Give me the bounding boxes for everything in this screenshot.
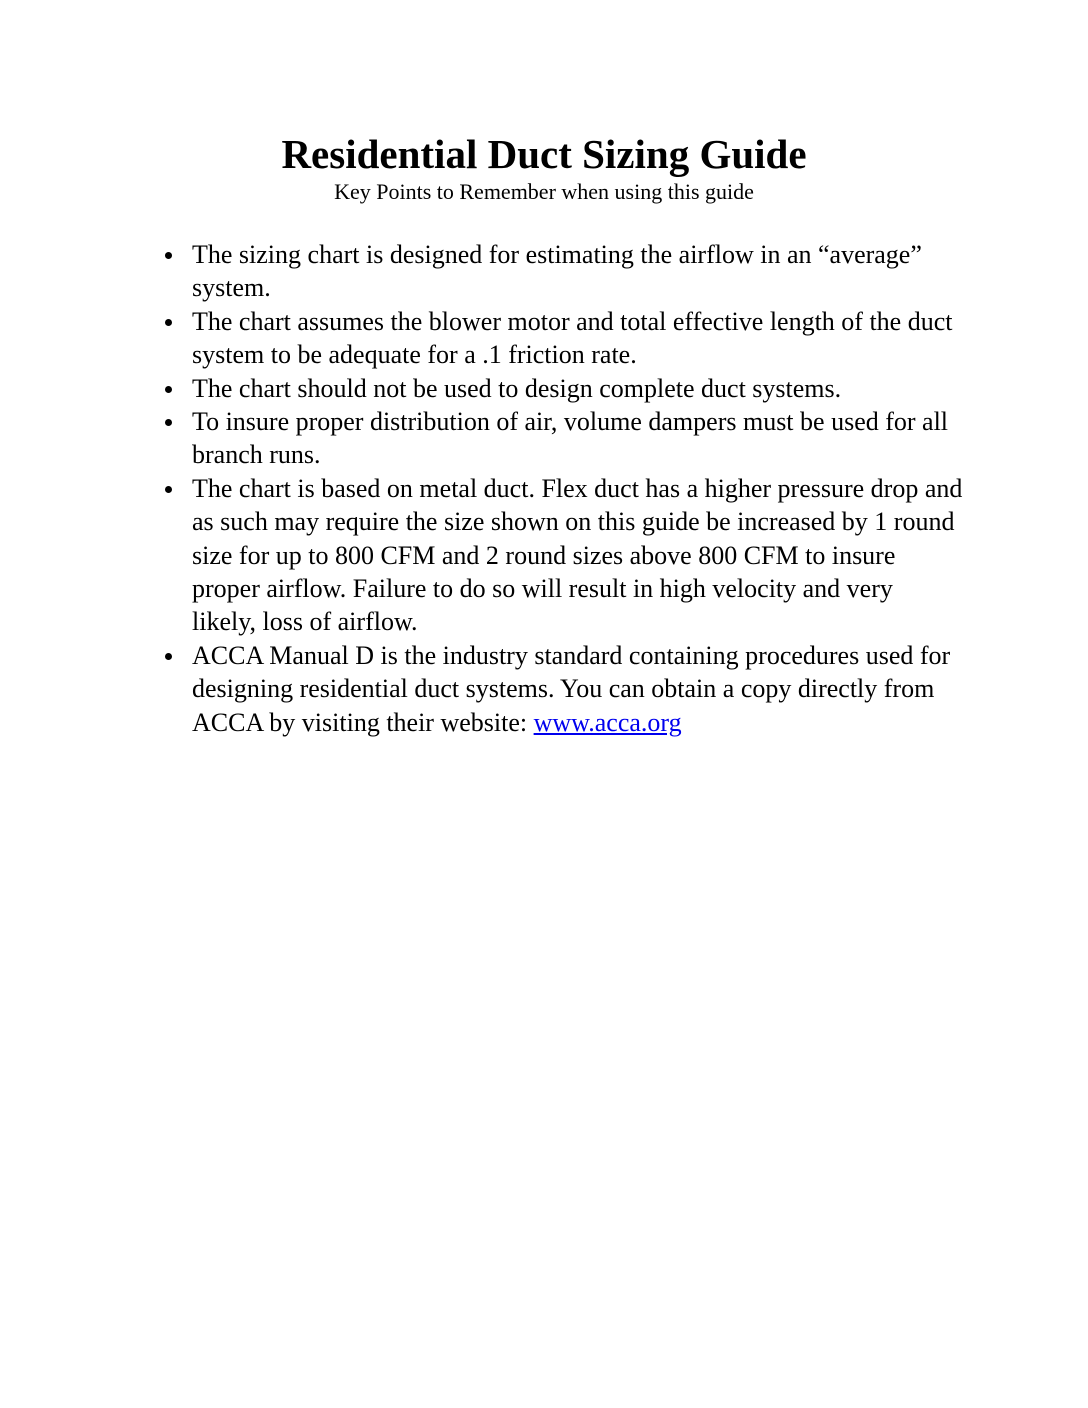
list-item	[163, 472, 963, 639]
key-points-list	[163, 238, 963, 739]
list-item-text: The chart should not be used to design complete duct systems.	[192, 373, 842, 403]
acca-website-link[interactable]: www.acca.org	[533, 707, 682, 737]
page-subtitle: Key Points to Remember when using this guide	[334, 179, 754, 204]
list-item-text: ACCA Manual D is the industry standard containing procedures used for designing residential duct systems. You can obtain a copy directly from ACCA by visiting their website:	[192, 640, 951, 737]
bullet-icon	[165, 319, 172, 326]
list-item	[163, 405, 963, 472]
page-title: Residential Duct Sizing Guide	[281, 131, 807, 177]
list-item-text: The sizing chart is designed for estimating the airflow in an “average” system.	[192, 240, 922, 303]
bullet-icon	[165, 252, 172, 259]
bullet-icon	[165, 386, 172, 393]
list-item-text: The chart is based on metal duct. Flex duct has a higher pressure drop and as such may require the size shown on this guide be increased by 1 round size for up to 800 CFM and 2 round sizes above 800 CFM to insure proper airflow. Failure to do so will result in high velocity and very likely, loss of airflow.	[192, 473, 963, 637]
list-item	[163, 238, 963, 305]
bullet-icon	[165, 486, 172, 493]
list-item-text: To insure proper distribution of air, volume dampers must be used for all branch runs.	[192, 407, 949, 470]
list-item	[163, 639, 963, 739]
list-item	[163, 305, 963, 372]
bullet-icon	[165, 419, 172, 426]
list-item	[163, 372, 963, 405]
bullet-icon	[165, 653, 172, 660]
list-item-text: The chart assumes the blower motor and total effective length of the duct system to be adequate for a .1 friction rate.	[192, 306, 953, 370]
